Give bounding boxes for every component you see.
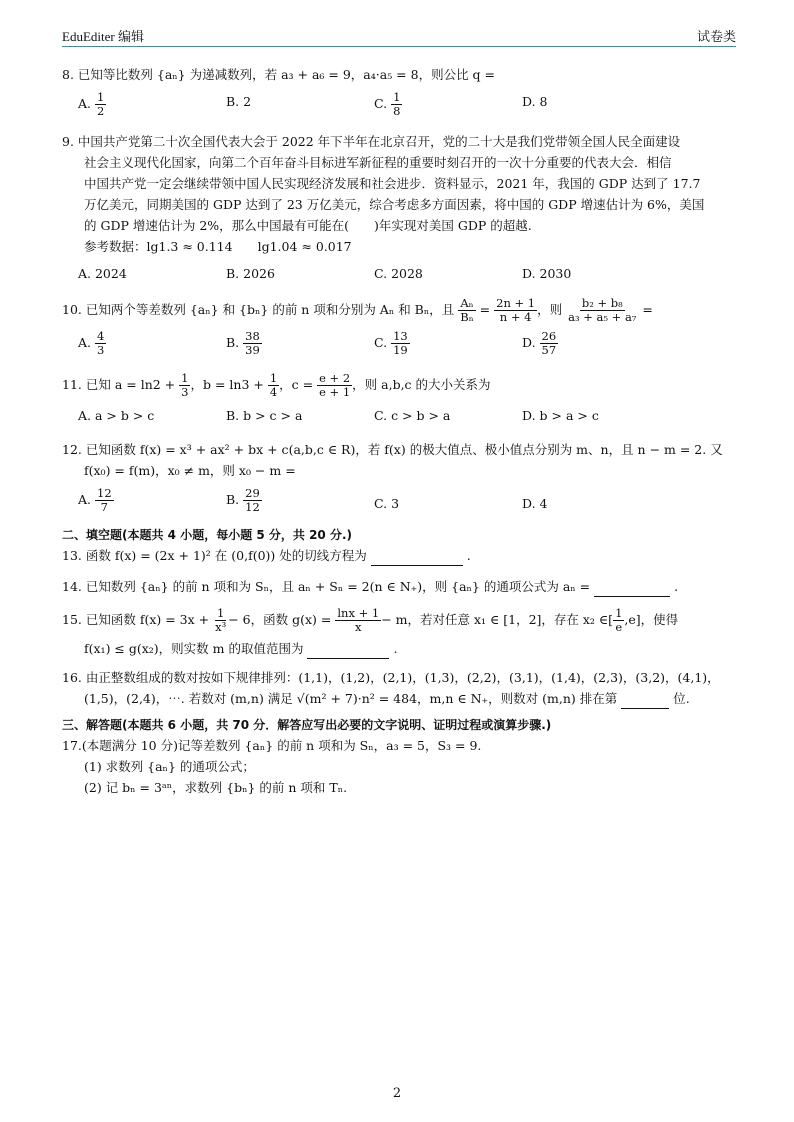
fraction: $\frac{1}{8}$: [393, 90, 401, 118]
question-9-line-2: 社会主义现代化国家，向第二个百年奋斗目标进军新征程的重要时刻召开的一次十分重要的代表大会．相信: [84, 155, 672, 170]
question-16-line-2: (1,5)，(2,4)，⋯. 若数对 (m,n) 满足 √(m² + 7)·n² = 484，m,n ∈ N₊，则数对 (m,n) 排在第: [84, 691, 618, 706]
question-10-option-c: C. $\frac{13}{19}$: [374, 329, 408, 357]
question-11-option-a: A. a > b > c: [78, 408, 155, 423]
fraction: $\frac{26}{57}$: [541, 329, 557, 357]
question-9-options: [78, 263, 739, 289]
section-2-heading: 二、填空题(本题共 4 小题，每小题 5 分，共 20 分.): [62, 528, 352, 542]
question-15-text: − m，若对任意 x₁ ∈ [1，2]，存在 x₂ ∈: [381, 612, 609, 627]
question-15-text: f(x₁) ≤ g(x₂)，则实数 m 的取值范围为: [84, 641, 304, 656]
question-11: [62, 372, 739, 431]
question-15-text: ,e]，使得: [624, 612, 679, 627]
fraction: $\frac{13}{19}$: [393, 329, 408, 357]
question-12-option-c: C. 3: [374, 496, 400, 511]
bracket: [: [608, 612, 614, 627]
answer-blank[interactable]: [621, 694, 669, 709]
exam-content: [62, 64, 739, 798]
answer-blank[interactable]: [371, 551, 463, 566]
question-16-line-1: 16. 由正整数组成的数对按如下规律排列：(1,1)，(1,2)，(2,1)，(1,3)，(2,2)，(3,1)，(1,4)，(2,3)，(3,2)，(4,1)，: [62, 670, 720, 685]
question-10-option-b: B. $\frac{38}{39}$: [226, 329, 260, 357]
question-12-option-b: B. $\frac{29}{12}$: [226, 486, 260, 514]
question-11-option-d: D. b > a > c: [522, 408, 599, 423]
question-13-text: .: [466, 548, 471, 563]
question-15-line-2: [62, 638, 739, 659]
question-16: [62, 667, 739, 709]
question-8-option-a: A. $\frac{1}{2}$: [78, 90, 105, 118]
question-14-text: .: [674, 579, 679, 594]
fraction: $\frac{1}{e}$: [615, 606, 623, 634]
question-11-option-b: B. b > c > a: [226, 408, 303, 423]
question-10-options: [78, 330, 739, 362]
fraction: $\frac{1}{4}$: [269, 371, 278, 399]
question-11-text: 11. 已知 a = ln2 +: [62, 377, 176, 392]
question-9-option-b: B. 2026: [226, 266, 275, 281]
question-12: [62, 439, 739, 519]
question-14: [62, 576, 739, 597]
question-9-reference-data: 参考数据：lg1.3 ≈ 0.114 lg1.04 ≈ 0.017: [84, 239, 352, 254]
equals-sign: =: [475, 302, 495, 317]
fraction: $\frac{4}{3}$: [97, 329, 105, 357]
question-11-text: ，c =: [279, 377, 314, 392]
question-8: [62, 64, 739, 123]
answer-blank[interactable]: [594, 582, 670, 597]
question-9-line-1: 9. 中国共产党第二十次全国代表大会于 2022 年下半年在北京召开，党的二十大是我们党带领全国人民全面建设: [62, 134, 681, 149]
section-3-heading: 三、解答题(本题共 6 小题，共 70 分．解答应写出必要的文字说明、证明过程或演算步骤.): [62, 718, 552, 732]
question-15-text: 15. 已知函数 f(x) = 3x +: [62, 612, 210, 627]
question-13: [62, 545, 739, 566]
question-12-line-1: 12. 已知函数 f(x) = x³ + ax² + bx + c(a,b,c ∈ R)，若 f(x) 的极大值点、极小值点分别为 m、n，且 n − m = 2. 又: [62, 442, 723, 457]
question-14-text: 14. 已知数列 {aₙ} 的前 n 项和为 Sₙ，且 aₙ + Sₙ = 2(n ∈ N₊)，则 {aₙ} 的通项公式为 aₙ =: [62, 579, 591, 594]
question-17-part-1: (1) 求数列 {aₙ} 的通项公式；: [84, 759, 255, 774]
question-8-stem: 8. 已知等比数列 {aₙ} 为递减数列，若 a₃ + a₆ = 9，a₄·a₅ = 8，则公比 q =: [62, 67, 496, 82]
question-9-line-5: 的 GDP 增速估计为 2%，那么中国最有可能在( )年实现对美国 GDP 的超越.: [84, 218, 532, 233]
fraction: $\frac{1}{\text{x³}}$: [215, 606, 227, 634]
question-17-part-2: (2) 记 bₙ = 3ᵃⁿ，求数列 {bₙ} 的前 n 项和 Tₙ.: [84, 780, 348, 795]
question-10-option-a: A. $\frac{4}{3}$: [78, 329, 105, 357]
question-8-option-c: C. $\frac{1}{8}$: [374, 90, 401, 118]
header-left-label: EduEditer 编辑: [62, 29, 144, 44]
question-9-option-a: A. 2024: [78, 266, 127, 281]
question-9-line-3: 中国共产党一定会继续带领中国人民实现经济发展和社会进步．资料显示，2021 年，我国的 GDP 达到了 17.7: [84, 176, 701, 191]
fraction: $\frac{e + 2}{e + 1}$: [319, 371, 351, 399]
fraction: $\frac{\ln x + 1}{x}$: [337, 606, 380, 634]
question-13-text: 13. 函数 f(x) = (2x + 1)² 在 (0,f(0)) 处的切线方程为: [62, 548, 367, 563]
fraction: $\frac{\text{Aₙ}}{\text{Bₙ}}$: [460, 296, 474, 324]
question-10-text: 10. 已知两个等差数列 {aₙ} 和 {bₙ} 的前 n 项和分别为 Aₙ 和 Bₙ，且: [62, 302, 455, 317]
question-9-option-d: D. 2030: [522, 266, 572, 281]
question-17-stem: 17.(本题满分 10 分)记等差数列 {aₙ} 的前 n 项和为 Sₙ，a₃ = 5，S₃ = 9.: [62, 738, 482, 753]
question-12-line-2: f(x₀) = f(m)，x₀ ≠ m，则 x₀ − m =: [84, 463, 296, 478]
question-8-options: [78, 91, 739, 123]
question-11-text: ，则 a,b,c 的大小关系为: [352, 377, 491, 392]
fraction: $\frac{\text{b₂ + b₈}}{\text{a₃ + a₅ + a₇}}$: [568, 296, 637, 324]
question-15: [62, 607, 739, 659]
question-10-option-d: D. $\frac{26}{57}$: [522, 329, 557, 357]
question-16-text: 位.: [673, 691, 690, 706]
fraction: $\frac{12}{7}$: [97, 486, 112, 514]
question-10: [62, 297, 739, 362]
page-header: [62, 26, 736, 47]
question-10-text: =: [638, 302, 653, 317]
header-right-label: 试卷类: [696, 30, 736, 45]
fraction: $\frac{1}{3}$: [181, 371, 189, 399]
question-11-option-c: C. c > b > a: [374, 408, 451, 423]
question-12-option-a: A. $\frac{12}{7}$: [78, 486, 112, 514]
question-12-option-d: D. 4: [522, 496, 548, 511]
question-9-line-4: 万亿美元，同期美国的 GDP 达到了 23 万亿美元，综合考虑多方面因素，将中国的 GDP 增速估计为 6%，美国: [84, 197, 705, 212]
question-8-option-b: B. 2: [226, 94, 252, 109]
question-17: [62, 735, 739, 798]
fraction: $\frac{38}{39}$: [245, 329, 260, 357]
question-12-options: [78, 487, 739, 519]
question-10-text: ，则: [537, 302, 563, 317]
question-15-text: .: [393, 641, 398, 656]
answer-blank[interactable]: [307, 644, 389, 659]
question-8-option-d: D. 8: [522, 94, 548, 109]
question-9: [62, 131, 739, 289]
fraction: $\frac{29}{12}$: [245, 486, 260, 514]
fraction: $\frac{1}{2}$: [97, 90, 105, 118]
fraction: $\frac{2n + 1}{n + 4}$: [496, 296, 536, 324]
question-11-options: [78, 405, 739, 431]
page-number: 2: [392, 1086, 402, 1101]
question-11-text: ，b = ln3 +: [190, 377, 264, 392]
question-9-option-c: C. 2028: [374, 266, 423, 281]
question-15-text: − 6，函数 g(x) =: [228, 612, 332, 627]
